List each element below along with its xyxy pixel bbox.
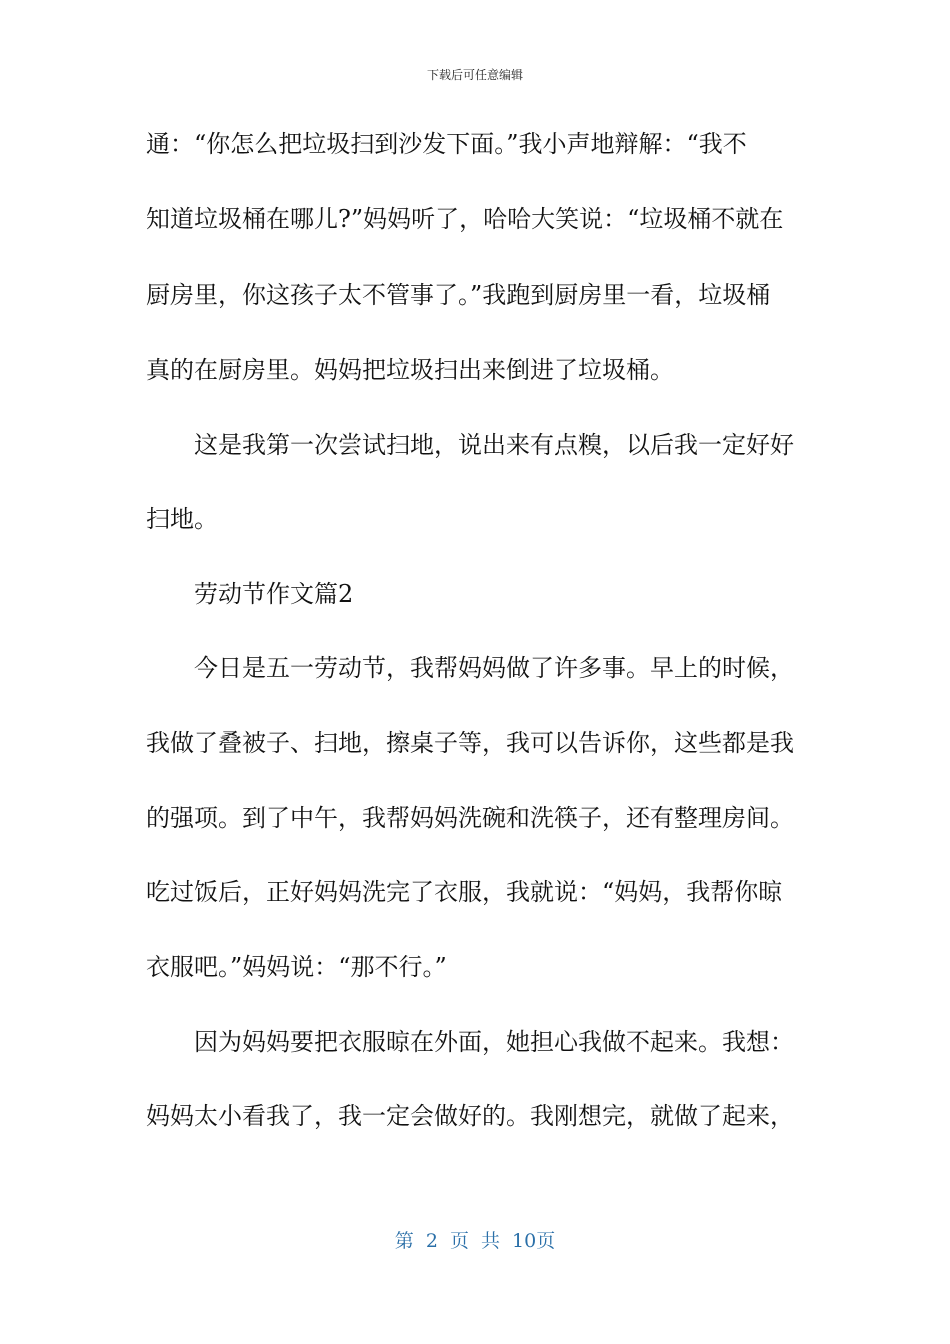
text-line: 厨房里，你这孩子太不管事了。”我跑到厨房里一看，垃圾桶	[146, 281, 771, 309]
page-header-note: 下载后可任意编辑	[426, 68, 523, 82]
paragraph-start-line: 今日是五一劳动节，我帮妈妈做了许多事。早上的时候，	[194, 654, 794, 682]
text-line: 妈妈太小看我了，我一定会做好的。我刚想完，就做了起来，	[146, 1102, 794, 1130]
text-line: 通：“你怎么把垃圾扫到沙发下面。”我小声地辩解：“我不	[146, 130, 747, 158]
text-line: 知道垃圾桶在哪儿?”妈妈听了，哈哈大笑说：“垃圾桶不就在	[146, 205, 784, 233]
text-line: 的强项。到了中午，我帮妈妈洗碗和洗筷子，还有整理房间。	[146, 804, 794, 832]
section-heading: 劳动节作文篇2	[194, 580, 354, 608]
text-line: 扫地。	[146, 505, 218, 533]
text-line: 真的在厨房里。妈妈把垃圾扫出来倒进了垃圾桶。	[146, 356, 674, 384]
text-line: 我做了叠被子、扫地，擦桌子等，我可以告诉你，这些都是我	[146, 729, 794, 757]
text-line: 衣服吧。”妈妈说：“那不行。”	[146, 953, 447, 981]
page-number-footer: 第 2 页 共 10页	[394, 1230, 556, 1252]
paragraph-start-line: 这是我第一次尝试扫地，说出来有点糗，以后我一定好好	[194, 431, 794, 459]
text-line: 吃过饭后，正好妈妈洗完了衣服，我就说：“妈妈，我帮你晾	[146, 878, 783, 906]
paragraph-start-line: 因为妈妈要把衣服晾在外面，她担心我做不起来。我想：	[194, 1028, 794, 1056]
